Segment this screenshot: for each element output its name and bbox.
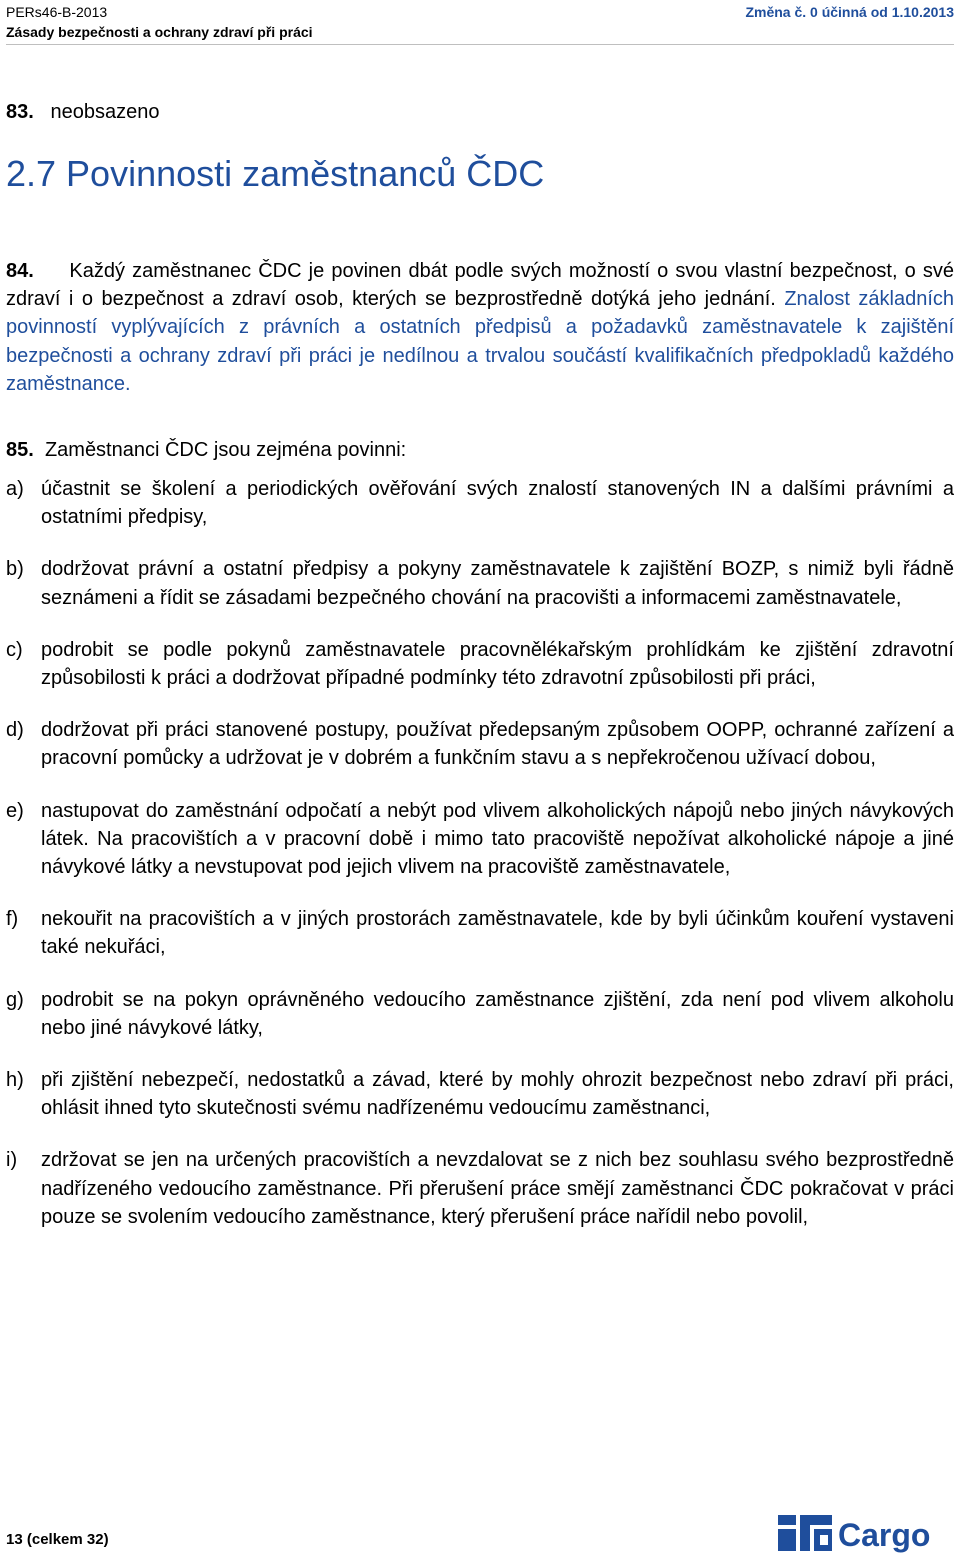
list-item [6, 905, 954, 961]
item-number: 84. [6, 260, 34, 282]
list-marker: f) [6, 908, 19, 931]
list-text: dodržovat při práci stanovené postupy, používat předepsaným způsobem OOPP, ochranné zařízení a pracovní pomůcky a udržovat je v dobrém a funkčním stavu a s nepřekročenou užívací dobou, [41, 719, 954, 770]
item-text-highlight: Znalost základních povinností vyplývajících z právních a ostatních předpisů a požadavků zaměstnavatele k zajištění bezpečnosti a ochrany zdraví při práci je nedílnou a trvalou součástí kvalifikačních předpokladů každého zaměstnance. [6, 288, 954, 395]
list-item [6, 986, 954, 1042]
list-text: podrobit se na pokyn oprávněného vedoucího zaměstnance zjištění, zda není pod vlivem alkoholu nebo jiné návykové látky, [41, 988, 954, 1039]
item-number: 85. [6, 439, 34, 461]
doc-code: PERs46-B-2013 [6, 4, 108, 20]
list-text: nastupovat do zaměstnání odpočatí a nebýt pod vlivem alkoholických nápojů nebo jiných návykových látek. Na pracovištích a v pracovní době i mimo tato pracoviště nepožívat alkoholické nápoje a jiné návykové látky a nevstupovat pod jejich vlivem na pracoviště zaměstnavatele, [41, 799, 954, 879]
list-item [6, 475, 954, 531]
header-left [6, 2, 313, 42]
section-title: 2.7 Povinnosti zaměstnanců ČDC [6, 153, 545, 194]
list-marker: g) [6, 988, 24, 1011]
list-item [6, 555, 954, 611]
list-text: nekouřit na pracovištích a v jiných prostorách zaměstnavatele, kde by byli účinkům kouření vystaveni také nekuřáci, [41, 908, 954, 959]
list-item [6, 1146, 954, 1231]
item-83 [6, 98, 159, 126]
page-number: 13 (celkem 32) [6, 1531, 109, 1548]
list-item [6, 716, 954, 772]
list-marker: e) [6, 799, 24, 822]
list-marker: d) [6, 719, 24, 742]
doc-title: Zásady bezpečnosti a ochrany zdraví při práci [6, 24, 313, 40]
list-text: zdržovat se jen na určených pracovištích a nevzdalovat se z nich bez souhlasu svého bezprostředně nadřízeného vedoucího zaměstnance. Při přerušení práce smějí zaměstnanci ČDC pokračovat v práci pouze se svolením vedoucího zaměstnance, který přerušení práce nařídil nebo povolil, [41, 1149, 954, 1228]
list-item [6, 636, 954, 692]
list-text: účastnit se školení a periodických ověřování svých znalostí stanovených IN a dalšími právními a ostatními předpisy, [41, 478, 954, 529]
duties-list [6, 475, 954, 1255]
list-text: při zjištění nebezpečí, nedostatků a závad, které by mohly ohrozit bezpečnost nebo zdraví při práci, ohlásit ihned tyto skutečnosti svému nadřízenému vedoucímu zaměstnanci, [41, 1069, 954, 1120]
svg-text:Cargo: Cargo [838, 1517, 931, 1553]
item-85 [6, 436, 406, 464]
cargo-logo-icon [778, 1513, 954, 1553]
list-marker: b) [6, 558, 24, 581]
change-note: Změna č. 0 účinná od 1.10.2013 [745, 4, 954, 20]
item-84 [6, 257, 954, 398]
item-number: 83. [6, 101, 34, 123]
item-intro: Zaměstnanci ČDC jsou zejména povinni: [44, 439, 407, 461]
item-text: neobsazeno [50, 101, 160, 123]
list-marker: a) [6, 478, 24, 500]
list-item [6, 797, 954, 882]
item-text: Každý zaměstnanec ČDC je povinen dbát podle svých možností o svou vlastní bezpečnost, o své zdraví i o bezpečnost a zdraví osob, kterých se bezprostředně dotýká jeho jednání. [6, 260, 954, 311]
list-marker: c) [6, 638, 23, 661]
list-marker: i) [6, 1149, 18, 1172]
list-marker: h) [6, 1069, 24, 1092]
list-item [6, 1066, 954, 1122]
list-text: podrobit se podle pokynů zaměstnavatele pracovnělékařským prohlídkám ke zjištění zdravotní způsobilosti k práci a dodržovat případné podmínky této zdravotní způsobilosti při práci, [41, 638, 954, 690]
list-text: dodržovat právní a ostatní předpisy a pokyny zaměstnavatele k zajištění BOZP, s nimiž byli řádně seznámeni a řídit se zásadami bezpečného chování na pracovišti a informacemi zaměstnavatele, [41, 558, 954, 609]
header-divider [6, 44, 954, 45]
